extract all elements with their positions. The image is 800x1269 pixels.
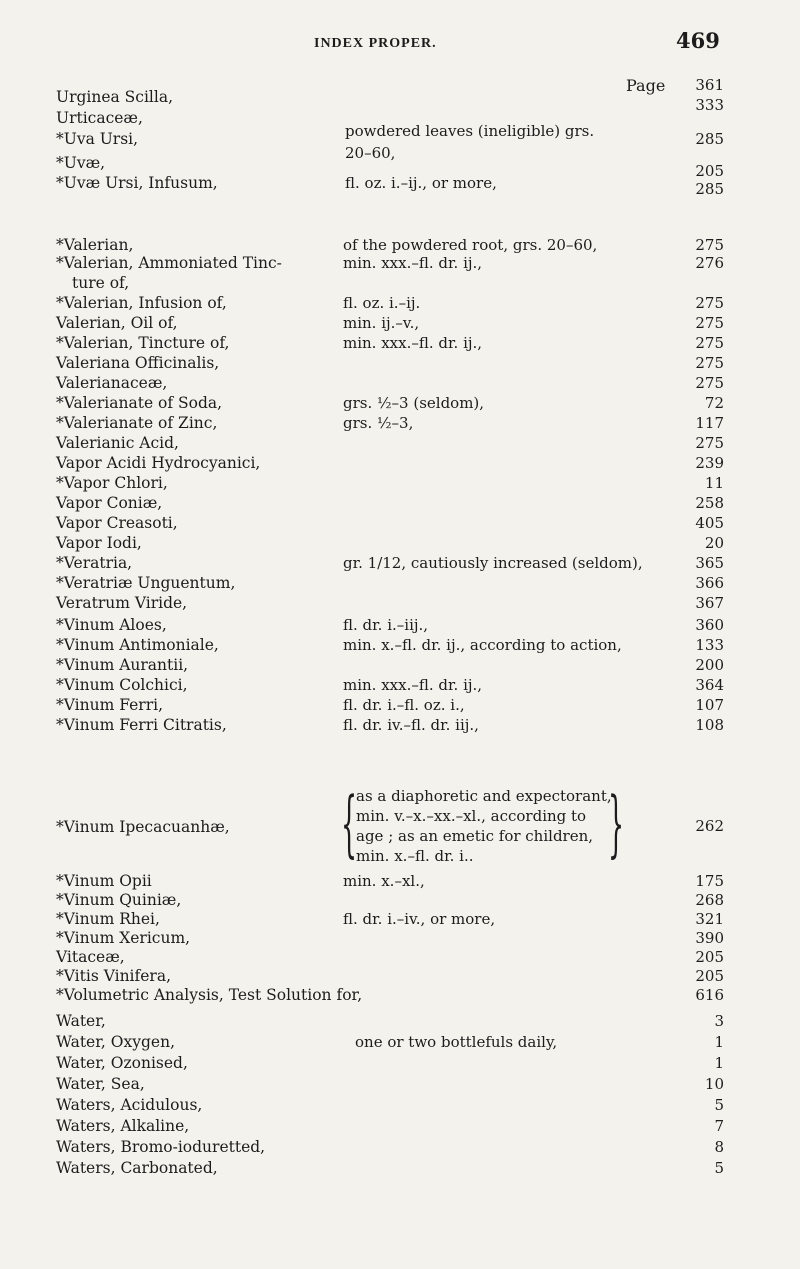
entry-page: 133 bbox=[695, 636, 724, 654]
entry-name: *Uvæ, bbox=[56, 154, 106, 172]
entry-dose: min. ij.–v., bbox=[343, 314, 420, 332]
index-entry bbox=[0, 676, 800, 698]
entry-name: Valerian, Oil of, bbox=[56, 314, 178, 332]
entry-dose: powdered leaves (ineligible) grs. 20–60, bbox=[345, 122, 595, 162]
entry-name: *Vinum Opii bbox=[56, 872, 152, 890]
entry-page: 275 bbox=[695, 354, 724, 372]
entry-name: *Veratriæ Unguentum, bbox=[56, 574, 236, 592]
entry-name: *Vinum Aloes, bbox=[56, 616, 167, 634]
index-entry bbox=[0, 374, 800, 396]
index-entry bbox=[0, 474, 800, 496]
index-entry bbox=[0, 1075, 800, 1097]
page-header bbox=[0, 28, 800, 64]
entry-page: 361 bbox=[695, 76, 724, 94]
entry-name: *Valerianate of Soda, bbox=[56, 394, 223, 412]
entry-name: *Vinum Aurantii, bbox=[56, 656, 189, 674]
entry-dose: gr. 1/12, cautiously increased (seldom), bbox=[343, 554, 643, 572]
running-head: INDEX PROPER. bbox=[314, 36, 437, 51]
entry-name: Water, Ozonised, bbox=[56, 1054, 188, 1072]
page-number: 469 bbox=[676, 28, 720, 53]
index-entry bbox=[0, 1138, 800, 1160]
entry-page: 175 bbox=[695, 872, 724, 890]
index-entry bbox=[0, 334, 800, 356]
index-entry bbox=[0, 274, 800, 296]
index-entry bbox=[0, 594, 800, 616]
ipecac-line: as a diaphoretic and expectorant, bbox=[356, 787, 612, 805]
index-entry bbox=[0, 554, 800, 576]
index-entry bbox=[0, 1033, 800, 1055]
index-entry bbox=[0, 1054, 800, 1076]
page-column-label: Page bbox=[626, 76, 666, 95]
entry-page: 275 bbox=[695, 334, 724, 352]
entry-page: 239 bbox=[695, 454, 724, 472]
entry-page: 3 bbox=[714, 1012, 724, 1030]
index-entry bbox=[0, 574, 800, 596]
index-entry bbox=[0, 122, 800, 162]
entry-name: *Volumetric Analysis, Test Solution for, bbox=[56, 986, 363, 1004]
entry-name: Waters, Bromo-ioduretted, bbox=[56, 1138, 266, 1156]
entry-page: 5 bbox=[714, 1096, 724, 1114]
entry-name: *Uva Ursi, bbox=[56, 130, 139, 148]
entry-page: 117 bbox=[695, 414, 724, 432]
entry-page: 200 bbox=[695, 656, 724, 674]
ipecac-line: age ; as an emetic for children, bbox=[356, 827, 594, 845]
entry-page: 275 bbox=[695, 294, 724, 312]
entry-page: 365 bbox=[695, 554, 724, 572]
entry-name: Water, Sea, bbox=[56, 1075, 145, 1093]
entry-page: 10 bbox=[704, 1075, 724, 1093]
entry-name: Vapor Acidi Hydrocyanici, bbox=[56, 454, 261, 472]
index-entry bbox=[0, 414, 800, 436]
entry-page: 405 bbox=[695, 514, 724, 532]
entry-page: 11 bbox=[704, 474, 724, 492]
index-entry bbox=[0, 454, 800, 476]
entry-page: 205 bbox=[695, 948, 724, 966]
entry-name: ture of, bbox=[72, 274, 130, 292]
entry-page: 360 bbox=[695, 616, 724, 634]
entry-name: Waters, Carbonated, bbox=[56, 1159, 218, 1177]
index-entry bbox=[0, 314, 800, 336]
entry-dose: fl. oz. i.–ij., or more, bbox=[345, 174, 497, 192]
entry-dose: fl. dr. i.–iv., or more, bbox=[343, 910, 496, 928]
entry-page: 285 bbox=[695, 130, 724, 148]
index-entry bbox=[0, 494, 800, 516]
entry-dose: grs. ½–3 (seldom), bbox=[343, 394, 485, 412]
entry-name: Urticaceæ, bbox=[56, 109, 143, 127]
entry-page: 367 bbox=[695, 594, 724, 612]
entry-page: 5 bbox=[714, 1159, 724, 1177]
index-entry bbox=[0, 1096, 800, 1118]
entry-dose: one or two bottlefuls daily, bbox=[355, 1033, 558, 1051]
entry-page: 1 bbox=[714, 1033, 724, 1051]
entry-name: *Valerian, bbox=[56, 236, 134, 254]
entry-name: Water, bbox=[56, 1012, 106, 1030]
entry-page: 205 bbox=[695, 967, 724, 985]
index-entry bbox=[0, 394, 800, 416]
entry-name: *Vapor Chlori, bbox=[56, 474, 168, 492]
entry-page: 268 bbox=[695, 891, 724, 909]
entry-dose: min. x.–xl., bbox=[343, 872, 425, 890]
entry-page: 8 bbox=[714, 1138, 724, 1156]
entry-page: 275 bbox=[695, 236, 724, 254]
entry-page: 20 bbox=[704, 534, 724, 552]
entry-name: *Vinum Colchici, bbox=[56, 676, 188, 694]
entry-name: Waters, Alkaline, bbox=[56, 1117, 190, 1135]
entry-page: 321 bbox=[695, 910, 724, 928]
brace-left: { bbox=[341, 781, 358, 865]
index-entry bbox=[0, 534, 800, 556]
index-entry bbox=[0, 180, 800, 202]
entry-dose: fl. dr. i.–iij., bbox=[343, 616, 429, 634]
entry-name: Waters, Acidulous, bbox=[56, 1096, 203, 1114]
entry-name: *Vinum Rhei, bbox=[56, 910, 160, 928]
entry-name: *Vinum Ferri Citratis, bbox=[56, 716, 227, 734]
entry-dose: fl. dr. i.–fl. oz. i., bbox=[343, 696, 465, 714]
entry-page: 333 bbox=[695, 96, 724, 114]
entry-page: 262 bbox=[695, 817, 724, 835]
ipecac-line: min. v.–x.–xx.–xl., according to bbox=[356, 807, 587, 825]
brace-right: } bbox=[608, 781, 625, 865]
index-entry bbox=[0, 354, 800, 376]
entry-name: Vapor Iodi, bbox=[56, 534, 142, 552]
index-entry bbox=[0, 986, 800, 1008]
entry-name: Veratrum Viride, bbox=[56, 594, 188, 612]
entry-page: 1 bbox=[714, 1054, 724, 1072]
entry-name: Water, Oxygen, bbox=[56, 1033, 175, 1051]
entry-name: *Vinum Quiniæ, bbox=[56, 891, 182, 909]
index-entry bbox=[0, 514, 800, 536]
entry-page: 616 bbox=[695, 986, 724, 1004]
entry-name: *Valerian, Infusion of, bbox=[56, 294, 227, 312]
entry-page: 275 bbox=[695, 374, 724, 392]
entry-dose: of the powdered root, grs. 20–60, bbox=[343, 236, 598, 254]
index-entry bbox=[0, 1012, 800, 1034]
entry-name: Valerianic Acid, bbox=[56, 434, 179, 452]
entry-page: 366 bbox=[695, 574, 724, 592]
entry-dose: min. x.–fl. dr. ij., according to action, bbox=[343, 636, 622, 654]
entry-name: *Vinum Xericum, bbox=[56, 929, 191, 947]
entry-name: Urginea Scilla, bbox=[56, 88, 174, 106]
entry-page: 364 bbox=[695, 676, 724, 694]
entry-page: 258 bbox=[695, 494, 724, 512]
entry-name: *Vitis Vinifera, bbox=[56, 967, 172, 985]
entry-name: *Vinum Ipecacuanhæ, bbox=[56, 818, 230, 836]
entry-name: *Veratria, bbox=[56, 554, 133, 572]
entry-page: 107 bbox=[695, 696, 724, 714]
entry-page: 7 bbox=[714, 1117, 724, 1135]
index-entry bbox=[0, 1117, 800, 1139]
entry-name: Valeriana Officinalis, bbox=[56, 354, 220, 372]
ipecac-line: min. x.–fl. dr. i.. bbox=[356, 847, 474, 865]
index-entry bbox=[0, 696, 800, 718]
entry-name: Vapor Creasoti, bbox=[56, 514, 178, 532]
entry-dose: fl. oz. i.–ij. bbox=[343, 294, 421, 312]
entry-dose: fl. dr. iv.–fl. dr. iij., bbox=[343, 716, 479, 734]
entry-name: Valerianaceæ, bbox=[56, 374, 168, 392]
entry-name: *Valerianate of Zinc, bbox=[56, 414, 218, 432]
index-entry bbox=[0, 616, 800, 638]
entry-name: *Uvæ Ursi, Infusum, bbox=[56, 174, 218, 192]
index-entry bbox=[0, 434, 800, 456]
entry-page: 275 bbox=[695, 434, 724, 452]
entry-dose: min. xxx.–fl. dr. ij., bbox=[343, 334, 483, 352]
index-entry bbox=[0, 254, 800, 276]
entry-name: *Valerian, Ammoniated Tinc- bbox=[56, 254, 282, 272]
entry-name: Vitaceæ, bbox=[56, 948, 125, 966]
index-entry bbox=[0, 636, 800, 658]
index-entry bbox=[0, 294, 800, 316]
entry-page: 108 bbox=[695, 716, 724, 734]
entry-name: *Vinum Antimoniale, bbox=[56, 636, 219, 654]
index-entry bbox=[0, 656, 800, 678]
entry-name: *Vinum Ferri, bbox=[56, 696, 164, 714]
entry-page: 205 bbox=[695, 162, 724, 180]
index-entry bbox=[0, 1159, 800, 1181]
entry-dose: grs. ½–3, bbox=[343, 414, 414, 432]
entry-name: *Valerian, Tincture of, bbox=[56, 334, 230, 352]
index-entry bbox=[0, 716, 800, 738]
entry-page: 276 bbox=[695, 254, 724, 272]
entry-dose: min. xxx.–fl. dr. ij., bbox=[343, 254, 483, 272]
entry-dose: min. xxx.–fl. dr. ij., bbox=[343, 676, 483, 694]
entry-page: 72 bbox=[704, 394, 724, 412]
entry-name: Vapor Coniæ, bbox=[56, 494, 163, 512]
entry-page: 275 bbox=[695, 314, 724, 332]
entry-page: 285 bbox=[695, 180, 724, 198]
entry-page: 390 bbox=[695, 929, 724, 947]
